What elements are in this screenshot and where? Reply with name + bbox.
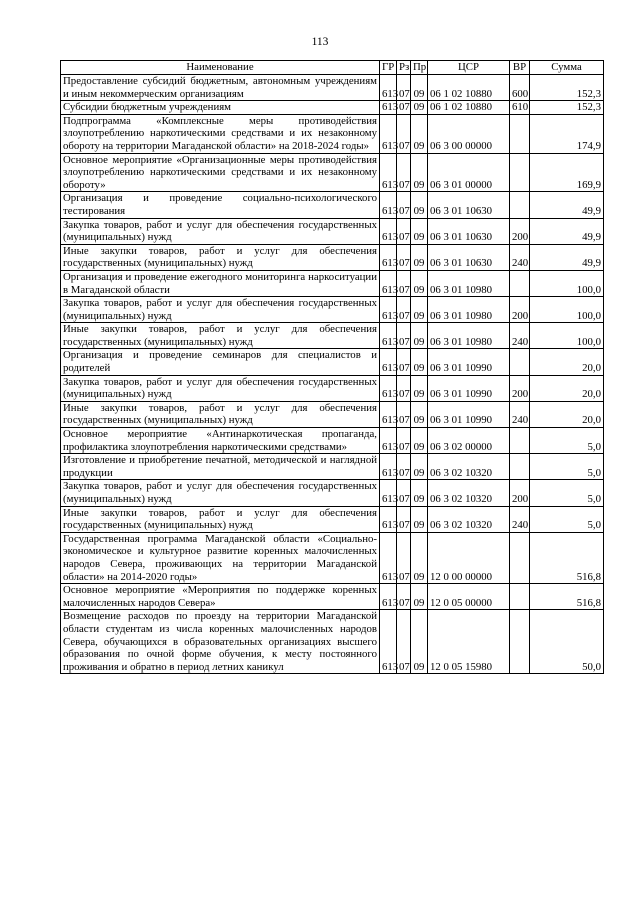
header-pr: Пр — [411, 61, 428, 75]
table-row — [61, 153, 604, 192]
cell-name: Организация и проведение ежегодного мониторинга наркоситуации в Магаданской области — [61, 270, 380, 296]
cell-pr: 09 — [411, 323, 428, 349]
cell-rz: 07 — [397, 349, 411, 375]
cell-name: Иные закупки товаров, работ и услуг для обеспечения государственных (муниципальных) нужд — [61, 401, 380, 427]
cell-pr: 09 — [411, 244, 428, 270]
cell-vr — [510, 192, 530, 218]
cell-name: Иные закупки товаров, работ и услуг для обеспечения государственных (муниципальных) нужд — [61, 323, 380, 349]
cell-pr: 09 — [411, 480, 428, 506]
cell-vr — [510, 270, 530, 296]
cell-gr: 613 — [380, 101, 397, 115]
cell-pr: 09 — [411, 349, 428, 375]
cell-sum: 174,9 — [530, 114, 604, 153]
cell-pr: 09 — [411, 506, 428, 532]
cell-rz: 07 — [397, 153, 411, 192]
table-row — [61, 375, 604, 401]
cell-rz: 07 — [397, 218, 411, 244]
cell-csr: 06 3 01 00000 — [428, 153, 510, 192]
table-row — [61, 349, 604, 375]
cell-csr: 12 0 00 00000 — [428, 532, 510, 583]
header-rz: Рз — [397, 61, 411, 75]
cell-gr: 613 — [380, 454, 397, 480]
table-row — [61, 428, 604, 454]
cell-csr: 06 3 02 00000 — [428, 428, 510, 454]
cell-rz: 07 — [397, 192, 411, 218]
cell-csr: 12 0 05 00000 — [428, 584, 510, 610]
cell-sum: 20,0 — [530, 401, 604, 427]
cell-rz: 07 — [397, 584, 411, 610]
cell-gr: 613 — [380, 192, 397, 218]
cell-sum: 49,9 — [530, 244, 604, 270]
cell-sum: 5,0 — [530, 480, 604, 506]
cell-pr: 09 — [411, 584, 428, 610]
cell-vr: 240 — [510, 506, 530, 532]
cell-csr: 06 3 01 10980 — [428, 297, 510, 323]
cell-gr: 613 — [380, 153, 397, 192]
cell-name: Государственная программа Магаданской области «Социально-экономическое и культурное развитие коренных малочисленных народов Севера, проживающих на территории Магаданской области» на 2014-2020 годы» — [61, 532, 380, 583]
table-row — [61, 506, 604, 532]
cell-sum: 516,8 — [530, 532, 604, 583]
cell-gr: 613 — [380, 584, 397, 610]
cell-vr: 200 — [510, 218, 530, 244]
cell-vr: 610 — [510, 101, 530, 115]
cell-vr — [510, 610, 530, 674]
cell-gr: 613 — [380, 349, 397, 375]
cell-pr: 09 — [411, 454, 428, 480]
cell-name: Основное мероприятие «Мероприятия по поддержке коренных малочисленных народов Севера» — [61, 584, 380, 610]
table-row — [61, 101, 604, 115]
cell-csr: 12 0 05 15980 — [428, 610, 510, 674]
cell-sum: 516,8 — [530, 584, 604, 610]
table-row — [61, 454, 604, 480]
cell-gr: 613 — [380, 218, 397, 244]
cell-rz: 07 — [397, 532, 411, 583]
cell-csr: 06 3 01 10990 — [428, 349, 510, 375]
cell-pr: 09 — [411, 375, 428, 401]
cell-pr: 09 — [411, 610, 428, 674]
table-row — [61, 323, 604, 349]
cell-rz: 07 — [397, 270, 411, 296]
cell-vr: 600 — [510, 75, 530, 101]
cell-csr: 06 3 01 10990 — [428, 401, 510, 427]
cell-csr: 06 3 01 10630 — [428, 244, 510, 270]
cell-sum: 49,9 — [530, 192, 604, 218]
cell-pr: 09 — [411, 101, 428, 115]
cell-rz: 07 — [397, 610, 411, 674]
cell-vr — [510, 532, 530, 583]
cell-vr: 240 — [510, 401, 530, 427]
cell-csr: 06 3 00 00000 — [428, 114, 510, 153]
table-row — [61, 270, 604, 296]
table-row — [61, 297, 604, 323]
cell-pr: 09 — [411, 270, 428, 296]
cell-csr: 06 3 02 10320 — [428, 480, 510, 506]
page-number: 113 — [311, 36, 329, 48]
cell-rz: 07 — [397, 506, 411, 532]
cell-gr: 613 — [380, 114, 397, 153]
cell-vr: 240 — [510, 323, 530, 349]
cell-sum: 5,0 — [530, 428, 604, 454]
cell-gr: 613 — [380, 75, 397, 101]
cell-csr: 06 1 02 10880 — [428, 75, 510, 101]
cell-gr: 613 — [380, 401, 397, 427]
cell-pr: 09 — [411, 297, 428, 323]
cell-vr: 200 — [510, 480, 530, 506]
cell-gr: 613 — [380, 480, 397, 506]
cell-vr — [510, 454, 530, 480]
cell-name: Предоставление субсидий бюджетным, автономным учреждениям и иным некоммерческим организациям — [61, 75, 380, 101]
cell-vr — [510, 349, 530, 375]
cell-csr: 06 3 02 10320 — [428, 454, 510, 480]
cell-sum: 20,0 — [530, 349, 604, 375]
cell-vr — [510, 114, 530, 153]
cell-name: Закупка товаров, работ и услуг для обеспечения государственных (муниципальных) нужд — [61, 218, 380, 244]
table-row — [61, 480, 604, 506]
cell-name: Изготовление и приобретение печатной, методической и наглядной продукции — [61, 454, 380, 480]
cell-csr: 06 3 01 10980 — [428, 270, 510, 296]
table-row — [61, 532, 604, 583]
cell-gr: 613 — [380, 297, 397, 323]
cell-vr — [510, 584, 530, 610]
table-row — [61, 114, 604, 153]
cell-vr: 200 — [510, 375, 530, 401]
cell-gr: 613 — [380, 428, 397, 454]
cell-gr: 613 — [380, 506, 397, 532]
cell-pr: 09 — [411, 114, 428, 153]
cell-rz: 07 — [397, 375, 411, 401]
cell-pr: 09 — [411, 401, 428, 427]
cell-name: Закупка товаров, работ и услуг для обеспечения государственных (муниципальных) нужд — [61, 375, 380, 401]
cell-sum: 152,3 — [530, 101, 604, 115]
cell-rz: 07 — [397, 101, 411, 115]
cell-name: Организация и проведение семинаров для специалистов и родителей — [61, 349, 380, 375]
cell-vr: 240 — [510, 244, 530, 270]
cell-sum: 100,0 — [530, 297, 604, 323]
cell-pr: 09 — [411, 192, 428, 218]
table-row — [61, 401, 604, 427]
cell-name: Закупка товаров, работ и услуг для обеспечения государственных (муниципальных) нужд — [61, 480, 380, 506]
cell-name: Подпрограмма «Комплексные меры противодействия злоупотреблению наркотическими средствами и их незаконному обороту на территории Магаданской области» на 2018-2024 годы» — [61, 114, 380, 153]
header-name: Наименование — [61, 61, 380, 75]
cell-rz: 07 — [397, 323, 411, 349]
cell-vr — [510, 428, 530, 454]
cell-name: Иные закупки товаров, работ и услуг для обеспечения государственных (муниципальных) нужд — [61, 244, 380, 270]
cell-gr: 613 — [380, 532, 397, 583]
cell-csr: 06 3 02 10320 — [428, 506, 510, 532]
cell-name: Основное мероприятие «Организационные меры противодействия злоупотреблению наркотическими средствами и их незаконному обороту» — [61, 153, 380, 192]
cell-csr: 06 3 01 10630 — [428, 192, 510, 218]
cell-sum: 100,0 — [530, 323, 604, 349]
cell-name: Иные закупки товаров, работ и услуг для обеспечения государственных (муниципальных) нужд — [61, 506, 380, 532]
header-csr: ЦСР — [428, 61, 510, 75]
cell-pr: 09 — [411, 532, 428, 583]
cell-sum: 169,9 — [530, 153, 604, 192]
table-row — [61, 75, 604, 101]
cell-name: Возмещение расходов по проезду на территории Магаданской области студентам из числа коренных малочисленных народов Севера, обучающихся в образовательных организациях высшего образования по очной форме обучения, к месту постоянного проживания и обратно в период летних каникул — [61, 610, 380, 674]
cell-rz: 07 — [397, 297, 411, 323]
cell-gr: 613 — [380, 323, 397, 349]
cell-rz: 07 — [397, 75, 411, 101]
cell-name: Субсидии бюджетным учреждениям — [61, 101, 380, 115]
table-row — [61, 218, 604, 244]
cell-csr: 06 3 01 10980 — [428, 323, 510, 349]
cell-sum: 5,0 — [530, 454, 604, 480]
cell-rz: 07 — [397, 428, 411, 454]
cell-sum: 49,9 — [530, 218, 604, 244]
cell-csr: 06 3 01 10630 — [428, 218, 510, 244]
cell-csr: 06 3 01 10990 — [428, 375, 510, 401]
header-sum: Сумма — [530, 61, 604, 75]
header-vr: ВР — [510, 61, 530, 75]
table-row — [61, 584, 604, 610]
cell-csr: 06 1 02 10880 — [428, 101, 510, 115]
table-body — [61, 75, 604, 674]
cell-pr: 09 — [411, 75, 428, 101]
cell-rz: 07 — [397, 480, 411, 506]
cell-name: Основное мероприятие «Антинаркотическая пропаганда, профилактика злоупотребления наркотическими средствами» — [61, 428, 380, 454]
budget-table — [60, 60, 604, 674]
cell-rz: 07 — [397, 454, 411, 480]
cell-pr: 09 — [411, 153, 428, 192]
cell-rz: 07 — [397, 114, 411, 153]
cell-name: Закупка товаров, работ и услуг для обеспечения государственных (муниципальных) нужд — [61, 297, 380, 323]
cell-gr: 613 — [380, 244, 397, 270]
cell-gr: 613 — [380, 375, 397, 401]
cell-sum: 50,0 — [530, 610, 604, 674]
cell-vr: 200 — [510, 297, 530, 323]
cell-rz: 07 — [397, 244, 411, 270]
cell-vr — [510, 153, 530, 192]
cell-gr: 613 — [380, 270, 397, 296]
table-row — [61, 610, 604, 674]
table-row — [61, 244, 604, 270]
header-gr: ГР — [380, 61, 397, 75]
cell-sum: 5,0 — [530, 506, 604, 532]
cell-sum: 20,0 — [530, 375, 604, 401]
cell-sum: 152,3 — [530, 75, 604, 101]
cell-sum: 100,0 — [530, 270, 604, 296]
cell-rz: 07 — [397, 401, 411, 427]
cell-pr: 09 — [411, 428, 428, 454]
table-row — [61, 192, 604, 218]
cell-pr: 09 — [411, 218, 428, 244]
table-header-row — [61, 61, 604, 75]
cell-name: Организация и проведение социально-психологического тестирования — [61, 192, 380, 218]
cell-gr: 613 — [380, 610, 397, 674]
